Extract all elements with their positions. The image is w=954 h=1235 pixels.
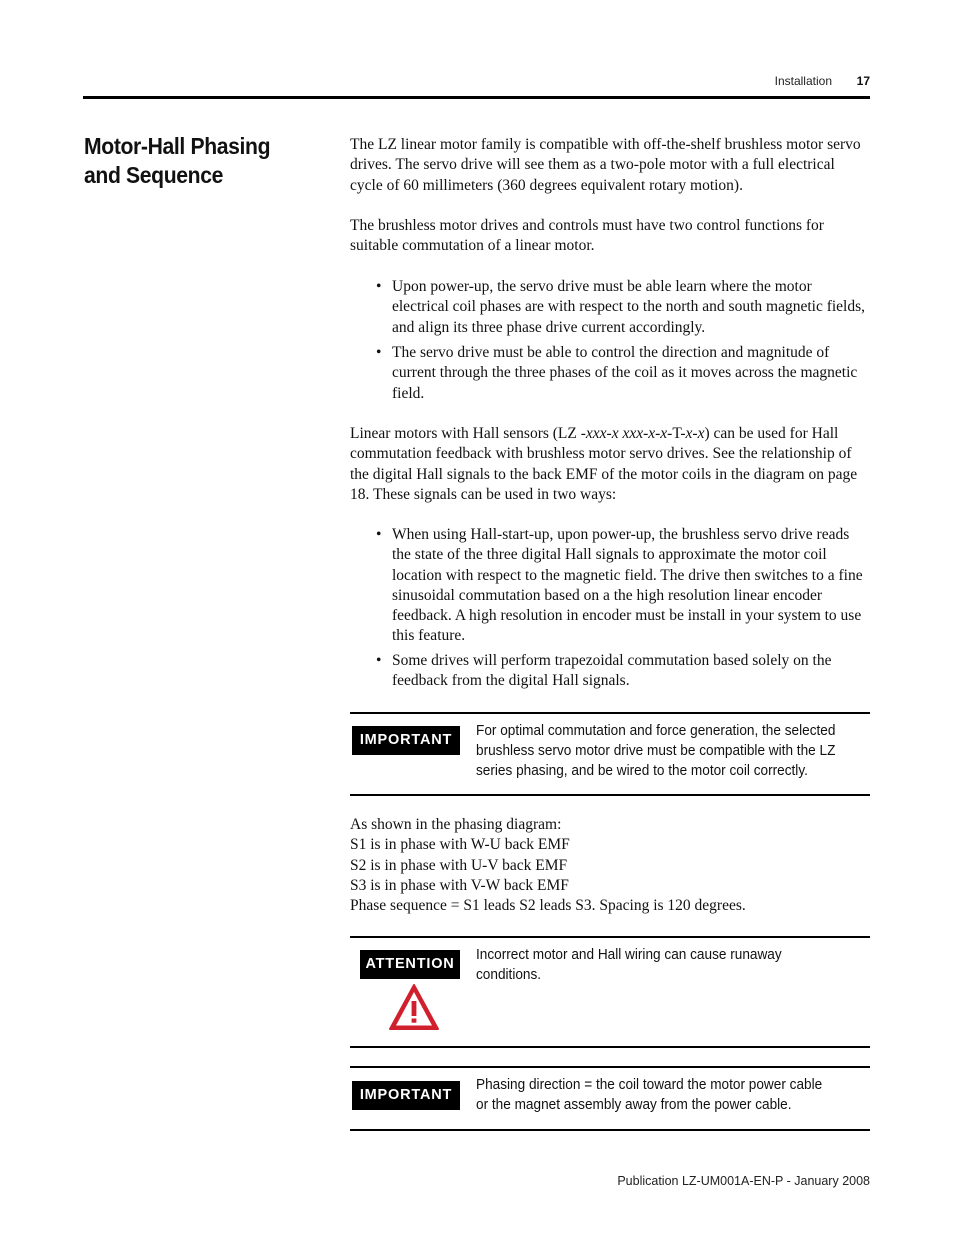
phasing-line: S1 is in phase with W-U back EMF xyxy=(350,836,570,853)
important-notice-text: Phasing direction = the coil toward the motor power cable or the magnet assembly away from the power cable. xyxy=(476,1077,823,1113)
list-item-text: Some drives will perform trapezoidal commutation based solely on the feedback from the digital Hall signals. xyxy=(392,652,832,690)
bullet-icon: • xyxy=(376,344,382,361)
notice-bottom-rule xyxy=(350,794,870,796)
paragraph-intro: The LZ linear motor family is compatible with off-the-shelf brushless motor servo drives. The servo drive will see them as a two-pole motor with a full electrical cycle of 60 millimeters (360 degrees equivalent rotary motion). xyxy=(350,136,861,194)
notice-bottom-rule xyxy=(350,1129,870,1131)
bullet-icon: • xyxy=(376,652,382,669)
paragraph-hall-sensors xyxy=(350,424,870,505)
important-label: IMPORTANT xyxy=(352,726,460,755)
model-code-italic: xxx-x xxx-x-x xyxy=(585,425,668,442)
list-item xyxy=(376,277,870,338)
running-header-section: Installation xyxy=(774,74,832,88)
list-item xyxy=(376,651,870,692)
model-code-italic: x-x xyxy=(685,425,705,442)
notice-top-rule xyxy=(350,1066,870,1068)
important-notice-text: For optimal commutation and force generation, the selected brushless servo motor drive must be compatible with the LZ series phasing, and be wired to the motor coil correctly. xyxy=(476,723,836,779)
important-label: IMPORTANT xyxy=(352,1081,460,1110)
notice-top-rule xyxy=(350,712,870,714)
list-item xyxy=(376,343,870,404)
list-item xyxy=(376,525,870,647)
phasing-line: S2 is in phase with U-V back EMF xyxy=(350,857,568,874)
page-number: 17 xyxy=(856,74,870,88)
warning-triangle-icon xyxy=(387,982,441,1032)
header-rule xyxy=(83,96,870,99)
attention-label: ATTENTION xyxy=(360,950,460,979)
bullet-icon: • xyxy=(376,526,382,543)
list-item-text: When using Hall-start-up, upon power-up, the brushless servo drive reads the state of the three digital Hall signals to approximate the motor coil location with respect to the magnetic field. The drive then switches to a fine sinusoidal commutation based on a the high resolution linear encoder feedback. A high resolution in encoder must be install in your system to use this feature. xyxy=(392,526,863,645)
phasing-sequence-line: Phase sequence = S1 leads S2 leads S3. Spacing is 120 degrees. xyxy=(350,897,746,914)
phasing-line: S3 is in phase with V-W back EMF xyxy=(350,877,569,894)
notice-top-rule xyxy=(350,936,870,938)
section-heading: Motor-Hall Phasing and Sequence xyxy=(84,133,271,188)
attention-notice-text: Incorrect motor and Hall wiring can cause runaway conditions. xyxy=(476,947,782,983)
paragraph-control-functions: The brushless motor drives and controls must have two control functions for suitable commutation of a linear motor. xyxy=(350,217,824,255)
text-segment: -T- xyxy=(667,425,686,442)
notice-bottom-rule xyxy=(350,1046,870,1048)
text-segment: Linear motors with Hall sensors (LZ - xyxy=(350,425,586,442)
phasing-intro: As shown in the phasing diagram: xyxy=(350,816,562,833)
list-item-text: Upon power-up, the servo drive must be able learn where the motor electrical coil phases are with respect to the north and south magnetic fields, and align its three phase drive current accordingly. xyxy=(392,278,866,336)
bullet-icon: • xyxy=(376,278,382,295)
list-item-text: The servo drive must be able to control the direction and magnitude of current through the three phases of the coil as it moves across the magnetic field. xyxy=(392,344,858,402)
text-segment: ) can be used for Hall commutation feedback with brushless motor servo drives. See the relationship of the digital Hall signals to the back EMF of the motor coils in the diagram on page 18. These signals can be used in two ways: xyxy=(350,425,858,503)
publication-footer: Publication LZ-UM001A-EN-P - January 2008 xyxy=(617,1174,870,1188)
